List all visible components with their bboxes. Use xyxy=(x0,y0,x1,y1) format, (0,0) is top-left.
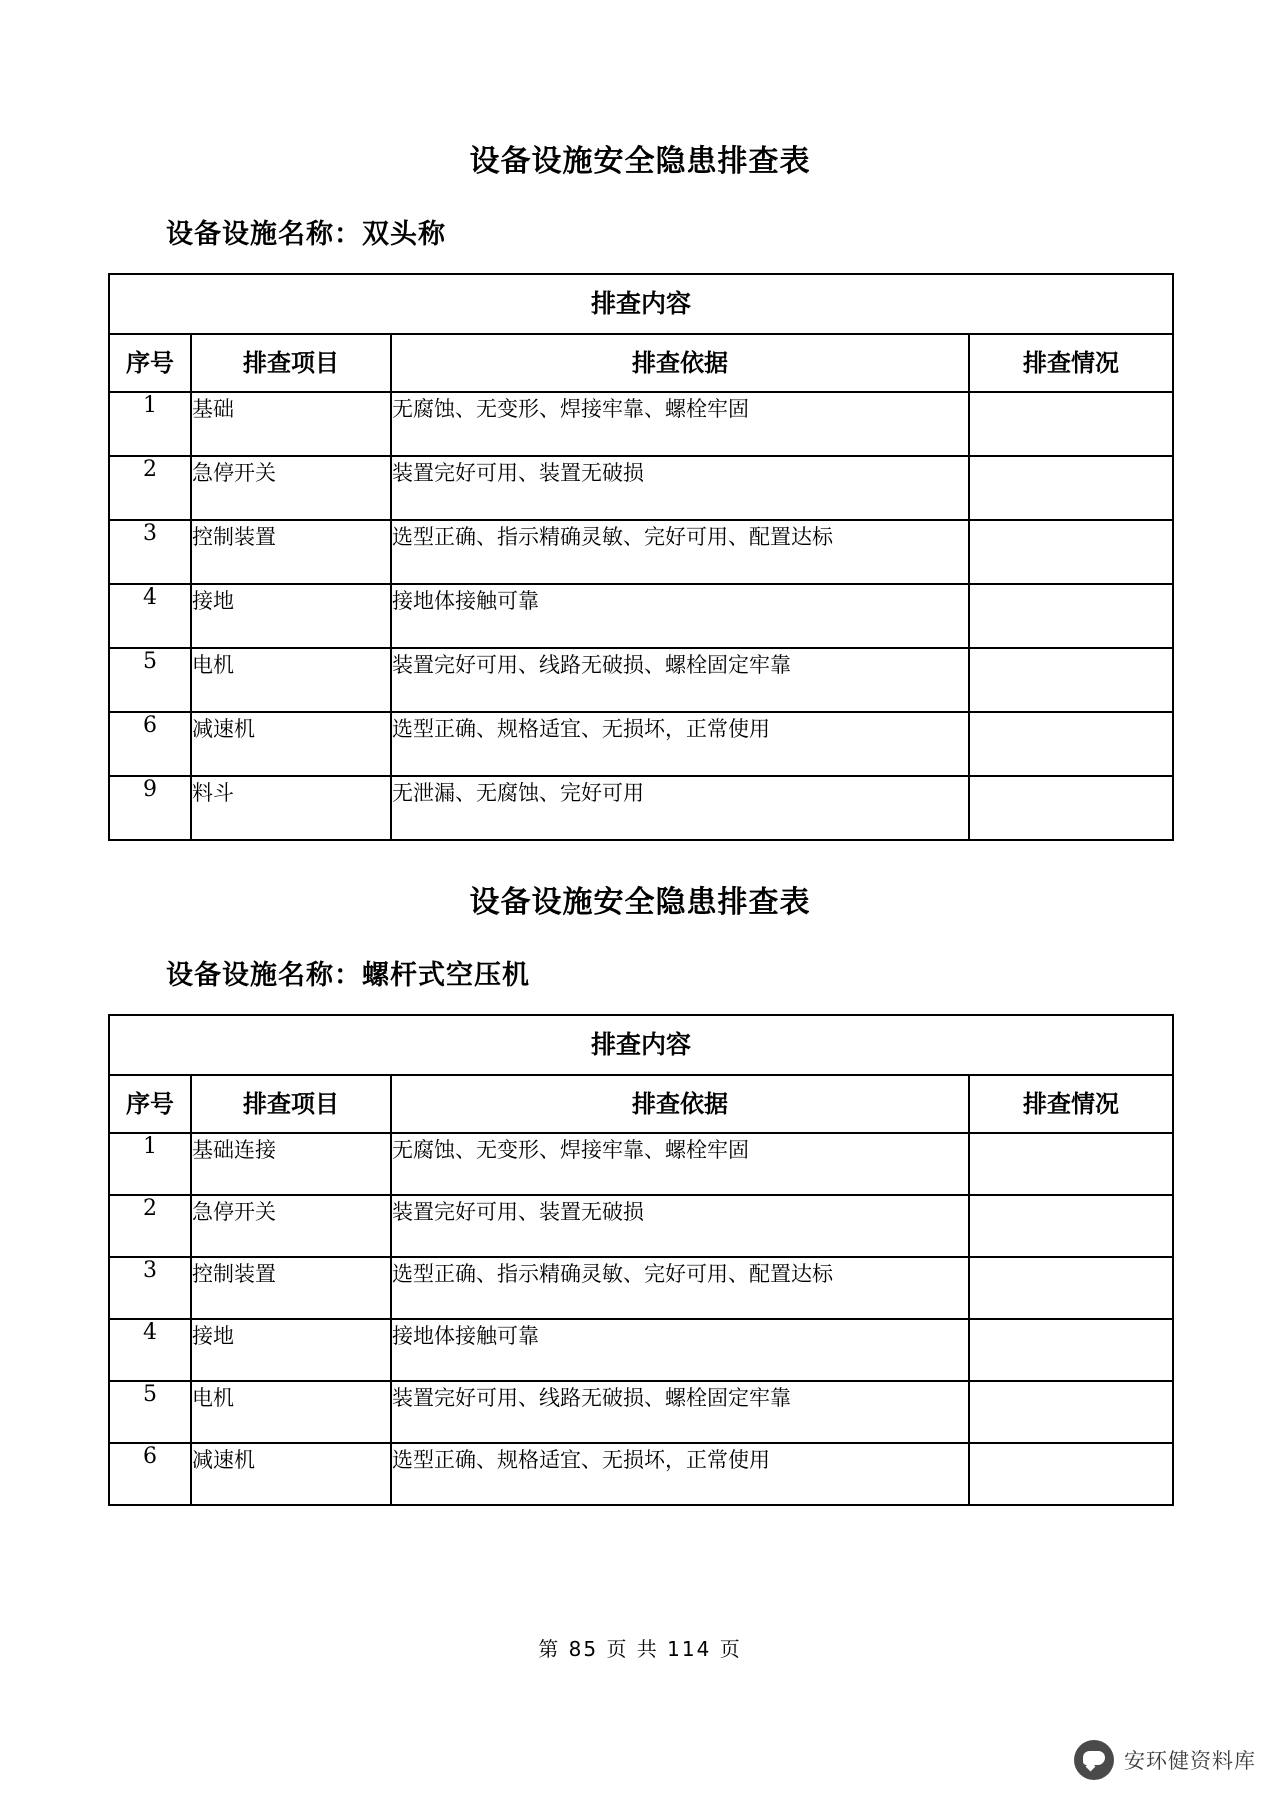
row-status[interactable] xyxy=(969,1443,1173,1505)
row-item: 控制装置 xyxy=(191,1257,391,1319)
table-row xyxy=(109,520,1173,584)
row-no: 5 xyxy=(109,1381,191,1443)
checklist-table-2 xyxy=(108,1014,1174,1506)
watermark xyxy=(1074,1740,1256,1780)
row-basis: 选型正确、指示精确灵敏、完好可用、配置达标 xyxy=(391,520,969,584)
row-no: 4 xyxy=(109,584,191,648)
column-header-status: 排查情况 xyxy=(969,1075,1173,1133)
column-header-no: 序号 xyxy=(109,334,191,392)
table-row xyxy=(109,1195,1173,1257)
row-item: 电机 xyxy=(191,1381,391,1443)
row-item: 基础 xyxy=(191,392,391,456)
equipment-name-1: 设备设施名称：双头称 xyxy=(166,219,446,250)
content-header-cell: 排查内容 xyxy=(109,1015,1173,1075)
row-basis: 选型正确、规格适宜、无损坏，正常使用 xyxy=(391,1443,969,1505)
row-basis: 装置完好可用、装置无破损 xyxy=(391,1195,969,1257)
row-status[interactable] xyxy=(969,456,1173,520)
table-column-header-row xyxy=(109,1075,1173,1133)
row-basis: 无腐蚀、无变形、焊接牢靠、螺栓牢固 xyxy=(391,392,969,456)
row-basis: 选型正确、规格适宜、无损坏，正常使用 xyxy=(391,712,969,776)
page-number: 第 85 页 共 114 页 xyxy=(538,1637,742,1661)
row-status[interactable] xyxy=(969,648,1173,712)
column-header-item: 排查项目 xyxy=(191,334,391,392)
row-status[interactable] xyxy=(969,392,1173,456)
row-status[interactable] xyxy=(969,1319,1173,1381)
row-status[interactable] xyxy=(969,776,1173,840)
row-no: 2 xyxy=(109,1195,191,1257)
row-status[interactable] xyxy=(969,1133,1173,1195)
page-title-1: 设备设施安全隐患排查表 xyxy=(469,144,811,179)
row-no: 6 xyxy=(109,712,191,776)
row-item: 接地 xyxy=(191,584,391,648)
row-basis: 选型正确、指示精确灵敏、完好可用、配置达标 xyxy=(391,1257,969,1319)
table-row xyxy=(109,712,1173,776)
table-row xyxy=(109,1443,1173,1505)
row-basis: 装置完好可用、线路无破损、螺栓固定牢靠 xyxy=(391,648,969,712)
row-no: 1 xyxy=(109,392,191,456)
row-no: 3 xyxy=(109,520,191,584)
table-header-row xyxy=(109,274,1173,334)
row-item: 减速机 xyxy=(191,712,391,776)
column-header-basis: 排查依据 xyxy=(391,334,969,392)
row-no: 4 xyxy=(109,1319,191,1381)
row-status[interactable] xyxy=(969,1195,1173,1257)
row-basis: 装置完好可用、装置无破损 xyxy=(391,456,969,520)
row-status[interactable] xyxy=(969,1257,1173,1319)
column-header-no: 序号 xyxy=(109,1075,191,1133)
page-title-2: 设备设施安全隐患排查表 xyxy=(469,885,811,920)
row-no: 1 xyxy=(109,1133,191,1195)
row-no: 3 xyxy=(109,1257,191,1319)
table-row xyxy=(109,584,1173,648)
table-row xyxy=(109,1133,1173,1195)
table-row xyxy=(109,1381,1173,1443)
row-item: 急停开关 xyxy=(191,456,391,520)
row-item: 减速机 xyxy=(191,1443,391,1505)
table-row xyxy=(109,776,1173,840)
table-row xyxy=(109,392,1173,456)
content-header-cell: 排查内容 xyxy=(109,274,1173,334)
watermark-label: 安环健资料库 xyxy=(1124,1749,1256,1773)
row-no: 5 xyxy=(109,648,191,712)
row-status[interactable] xyxy=(969,712,1173,776)
row-item: 电机 xyxy=(191,648,391,712)
row-basis: 接地体接触可靠 xyxy=(391,1319,969,1381)
row-item: 接地 xyxy=(191,1319,391,1381)
table-row xyxy=(109,1257,1173,1319)
row-no: 9 xyxy=(109,776,191,840)
table-row xyxy=(109,648,1173,712)
column-header-basis: 排查依据 xyxy=(391,1075,969,1133)
table-row xyxy=(109,456,1173,520)
row-status[interactable] xyxy=(969,1381,1173,1443)
row-no: 2 xyxy=(109,456,191,520)
checklist-table-1 xyxy=(108,273,1174,841)
row-basis: 无腐蚀、无变形、焊接牢靠、螺栓牢固 xyxy=(391,1133,969,1195)
table-header-row xyxy=(109,1015,1173,1075)
column-header-item: 排查项目 xyxy=(191,1075,391,1133)
row-item: 基础连接 xyxy=(191,1133,391,1195)
row-item: 急停开关 xyxy=(191,1195,391,1257)
row-item: 料斗 xyxy=(191,776,391,840)
row-status[interactable] xyxy=(969,520,1173,584)
column-header-status: 排查情况 xyxy=(969,334,1173,392)
equipment-name-2: 设备设施名称：螺杆式空压机 xyxy=(166,960,530,991)
row-basis: 无泄漏、无腐蚀、完好可用 xyxy=(391,776,969,840)
table-row xyxy=(109,1319,1173,1381)
table-column-header-row xyxy=(109,334,1173,392)
row-status[interactable] xyxy=(969,584,1173,648)
row-no: 6 xyxy=(109,1443,191,1505)
wechat-icon xyxy=(1074,1740,1114,1780)
row-basis: 接地体接触可靠 xyxy=(391,584,969,648)
row-basis: 装置完好可用、线路无破损、螺栓固定牢靠 xyxy=(391,1381,969,1443)
row-item: 控制装置 xyxy=(191,520,391,584)
